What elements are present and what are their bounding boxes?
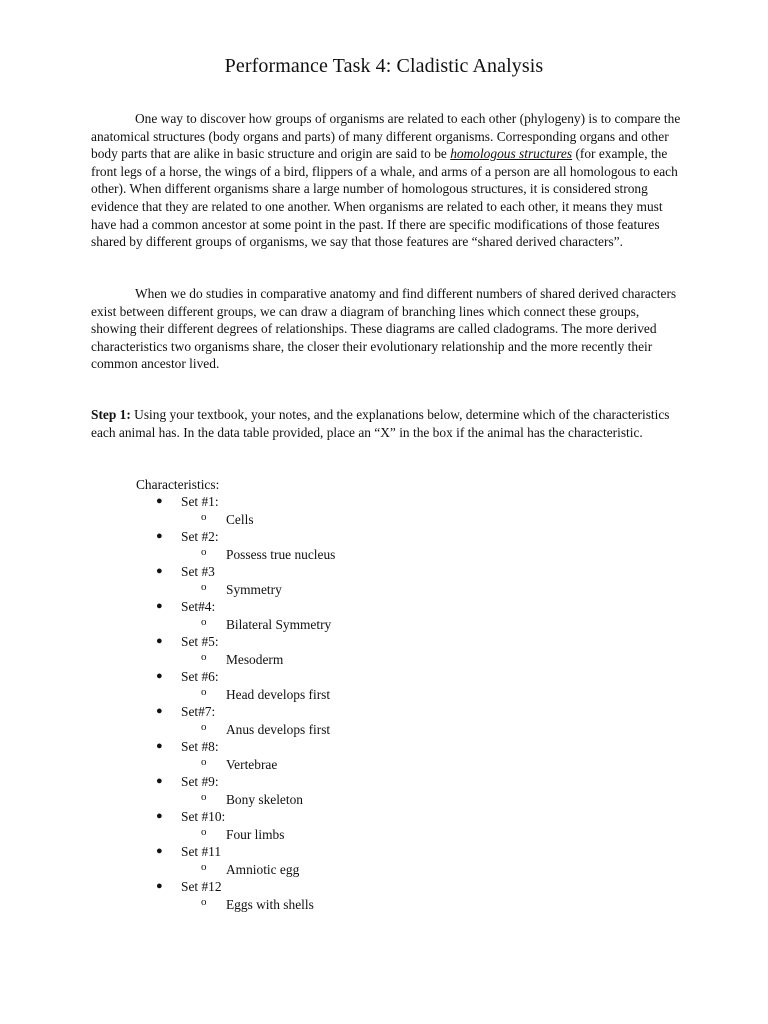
characteristic-item: Bony skeleton <box>226 792 303 807</box>
bullet-icon: ● <box>156 530 163 542</box>
page-title: Performance Task 4: Cladistic Analysis <box>224 55 544 77</box>
bullet-icon: ● <box>156 705 163 717</box>
set-label: Set #9: <box>181 774 219 789</box>
intro-text-after: (for example, the front legs of a horse, the wings of a bird, flippers of a whale, and arms of a person are all homologous to each other). When different organisms share a large number of homologous structures, it is considered strong evidence that they are related to one another. When organisms are related to each other, it means they must have had a common ancestor at some point in the past. If there are specific modifications of those features shared by different groups of organisms, we say that those features are “shared derived characters”. <box>91 146 678 250</box>
characteristic-item: Cells <box>226 512 254 527</box>
characteristic-item: Mesoderm <box>226 652 284 667</box>
set-list-item <box>0 704 768 739</box>
set-list-item <box>0 669 768 704</box>
set-list-item <box>0 599 768 634</box>
characteristic-item: Vertebrae <box>226 757 278 772</box>
sub-bullet-icon: o <box>201 721 207 733</box>
characteristic-item: Head develops first <box>226 687 331 702</box>
characteristics-list <box>0 494 768 914</box>
sub-bullet-icon: o <box>201 756 207 768</box>
cladogram-text: When we do studies in comparative anatomy and find different numbers of shared derived characters exist between different groups, we can draw a diagram of branching lines which connect these groups, showing their different degrees of relationships. These diagrams are called cladograms. The more derived characteristics two organisms share, the closer their evolutionary relationship and the more recently their common ancestor lived. <box>91 286 677 372</box>
set-label: Set #3 <box>181 564 215 579</box>
set-label: Set #12 <box>181 879 222 894</box>
characteristic-item: Amniotic egg <box>226 862 300 877</box>
characteristic-item: Possess true nucleus <box>226 547 336 562</box>
step-1-label: Step 1: <box>91 407 131 422</box>
bullet-icon: ● <box>156 810 163 822</box>
bullet-icon: ● <box>156 740 163 752</box>
set-label: Set #2: <box>181 529 219 544</box>
set-label: Set #6: <box>181 669 219 684</box>
set-list-item <box>0 844 768 879</box>
characteristic-item: Four limbs <box>226 827 285 842</box>
set-label: Set#7: <box>181 704 216 719</box>
cladogram-paragraph <box>91 285 681 373</box>
bullet-icon: ● <box>156 565 163 577</box>
sub-bullet-icon: o <box>201 511 207 523</box>
set-list-item <box>0 494 768 529</box>
intro-text-before: One way to discover how groups of organisms are related to each other (phylogeny) is to compare the anatomical structures (body organs and parts) of many different organisms. Corresponding organs and other body parts that are alike in basic structure and origin are said to be <box>91 111 681 162</box>
set-list-item <box>0 564 768 599</box>
sub-bullet-icon: o <box>201 546 207 558</box>
characteristics-heading: Characteristics: <box>136 477 220 492</box>
bullet-icon: ● <box>156 880 163 892</box>
set-list-item <box>0 774 768 809</box>
characteristic-item: Anus develops first <box>226 722 331 737</box>
set-label: Set #1: <box>181 494 219 509</box>
set-list-item <box>0 634 768 669</box>
intro-paragraph <box>91 110 681 251</box>
set-list-item <box>0 879 768 914</box>
sub-bullet-icon: o <box>201 826 207 838</box>
set-label: Set #5: <box>181 634 219 649</box>
set-list-item <box>0 739 768 774</box>
bullet-icon: ● <box>156 670 163 682</box>
bullet-icon: ● <box>156 635 163 647</box>
step-1-instructions <box>91 406 681 441</box>
homologous-structures-term: homologous structures <box>450 146 573 162</box>
set-label: Set #8: <box>181 739 219 754</box>
set-label: Set #10: <box>181 809 226 824</box>
sub-bullet-icon: o <box>201 581 207 593</box>
set-list-item <box>0 809 768 844</box>
bullet-icon: ● <box>156 600 163 612</box>
set-label: Set#4: <box>181 599 216 614</box>
characteristic-item: Bilateral Symmetry <box>226 617 332 632</box>
sub-bullet-icon: o <box>201 791 207 803</box>
set-label: Set #11 <box>181 844 222 859</box>
characteristic-item: Eggs with shells <box>226 897 314 912</box>
set-list-item <box>0 529 768 564</box>
sub-bullet-icon: o <box>201 616 207 628</box>
sub-bullet-icon: o <box>201 651 207 663</box>
characteristic-item: Symmetry <box>226 582 282 597</box>
bullet-icon: ● <box>156 495 163 507</box>
sub-bullet-icon: o <box>201 686 207 698</box>
sub-bullet-icon: o <box>201 896 207 908</box>
step-1-text: Using your textbook, your notes, and the explanations below, determine which of the characteristics each animal has. In the data table provided, place an “X” in the box if the animal has the characteristic. <box>91 407 670 440</box>
bullet-icon: ● <box>156 775 163 787</box>
sub-bullet-icon: o <box>201 861 207 873</box>
bullet-icon: ● <box>156 845 163 857</box>
